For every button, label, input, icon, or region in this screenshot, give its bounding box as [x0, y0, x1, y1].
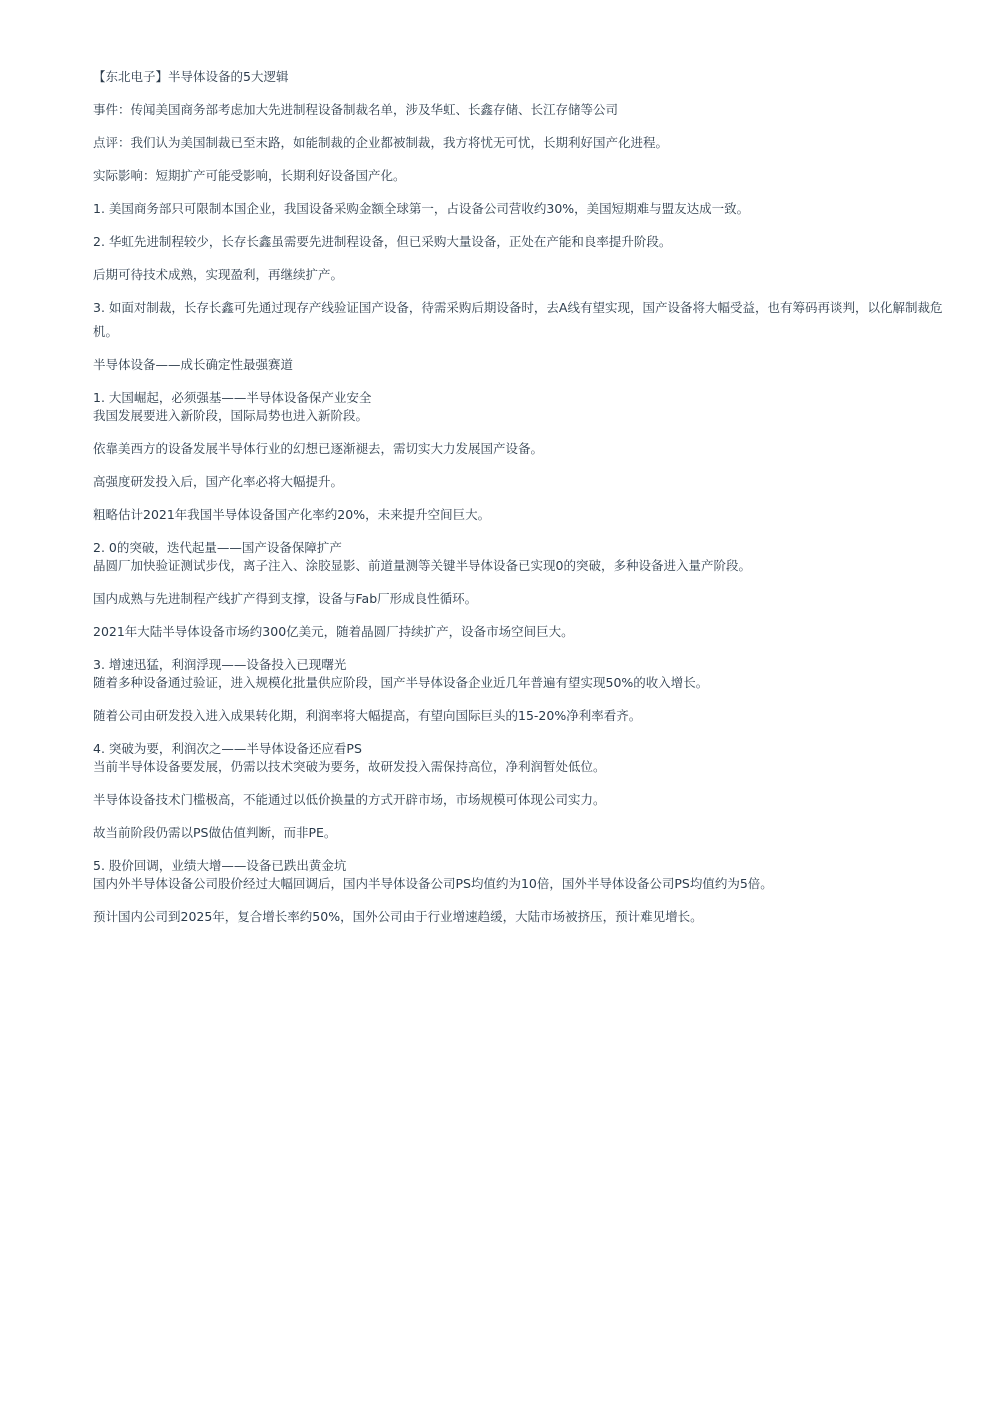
logic-4-text-1: 当前半导体设备要发展，仍需以技术突破为要务，故研发投入需保持高位，净利润暂处低位。	[93, 759, 606, 774]
logic-2-text-2: 国内成熟与先进制程产线扩产得到支撑，设备与Fab厂形成良性循环。	[93, 591, 478, 606]
logic-4-text-2: 半导体设备技术门槛极高，不能通过以低价换量的方式开辟市场，市场规模可体现公司实力。	[93, 792, 606, 807]
document-body	[93, 68, 953, 941]
logic-1-text-3: 高强度研发投入后，国产化率必将大幅提升。	[93, 474, 344, 489]
logic-3-text-2: 随着公司由研发投入进入成果转化期，利润率将大幅提高，有望向国际巨头的15-20%净利率看齐。	[93, 708, 642, 723]
logic-4-heading: 4. 突破为要，利润次之——半导体设备还应看PS	[93, 741, 362, 756]
comment-line: 点评：我们认为美国制裁已至末路，如能制裁的企业都被制裁，我方将忧无可忧，长期利好国产化进程。	[93, 135, 669, 150]
logic-2-heading: 2. 0的突破，迭代起量——国产设备保障扩产	[93, 540, 342, 555]
logic-5-heading: 5. 股价回调，业绩大增——设备已跌出黄金坑	[93, 858, 347, 873]
logic-4-text-3: 故当前阶段仍需以PS做估值判断，而非PE。	[93, 825, 337, 840]
impact-line: 实际影响：短期扩产可能受影响，长期利好设备国产化。	[93, 168, 406, 183]
section-heading: 半导体设备——成长确定性最强赛道	[93, 357, 294, 372]
logic-5-text-1: 国内外半导体设备公司股价经过大幅回调后，国内半导体设备公司PS均值约为10倍，国外半导体设备公司PS均值约为5倍。	[93, 876, 773, 891]
logic-2-text-3: 2021年大陆半导体设备市场约300亿美元，随着晶圆厂持续扩产，设备市场空间巨大。	[93, 624, 574, 639]
event-line: 事件：传闻美国商务部考虑加大先进制程设备制裁名单，涉及华虹、长鑫存储、长江存储等公司	[93, 102, 619, 117]
impact-point-1: 1. 美国商务部只可限制本国企业，我国设备采购金额全球第一，占设备公司营收约30%，美国短期难与盟友达成一致。	[93, 201, 750, 216]
impact-point-2-followup: 后期可待技术成熟，实现盈利，再继续扩产。	[93, 267, 344, 282]
logic-1-heading: 1. 大国崛起，必须强基——半导体设备保产业安全	[93, 390, 372, 405]
impact-point-2: 2. 华虹先进制程较少，长存长鑫虽需要先进制程设备，但已采购大量设备，正处在产能和良率提升阶段。	[93, 234, 672, 249]
document-title: 【东北电子】半导体设备的5大逻辑	[93, 69, 289, 84]
logic-1-text-1: 我国发展要进入新阶段，国际局势也进入新阶段。	[93, 408, 369, 423]
logic-5-text-2: 预计国内公司到2025年，复合增长率约50%，国外公司由于行业增速趋缓，大陆市场被挤压，预计难见增长。	[93, 909, 703, 924]
logic-2-text-1: 晶圆厂加快验证测试步伐，离子注入、涂胶显影、前道量测等关键半导体设备已实现0的突破，多种设备进入量产阶段。	[93, 558, 751, 573]
logic-3-text-1: 随着多种设备通过验证，进入规模化批量供应阶段，国产半导体设备企业近几年普遍有望实现50%的收入增长。	[93, 675, 709, 690]
logic-1-text-2: 依靠美西方的设备发展半导体行业的幻想已逐渐褪去，需切实大力发展国产设备。	[93, 441, 544, 456]
impact-point-3: 3. 如面对制裁，长存长鑫可先通过现存产线验证国产设备，待需采购后期设备时，去A线有望实现，国产设备将大幅受益，也有筹码再谈判，以化解制裁危机。	[93, 300, 943, 339]
logic-1-text-4: 粗略估计2021年我国半导体设备国产化率约20%，未来提升空间巨大。	[93, 507, 491, 522]
logic-3-heading: 3. 增速迅猛，利润浮现——设备投入已现曙光	[93, 657, 347, 672]
